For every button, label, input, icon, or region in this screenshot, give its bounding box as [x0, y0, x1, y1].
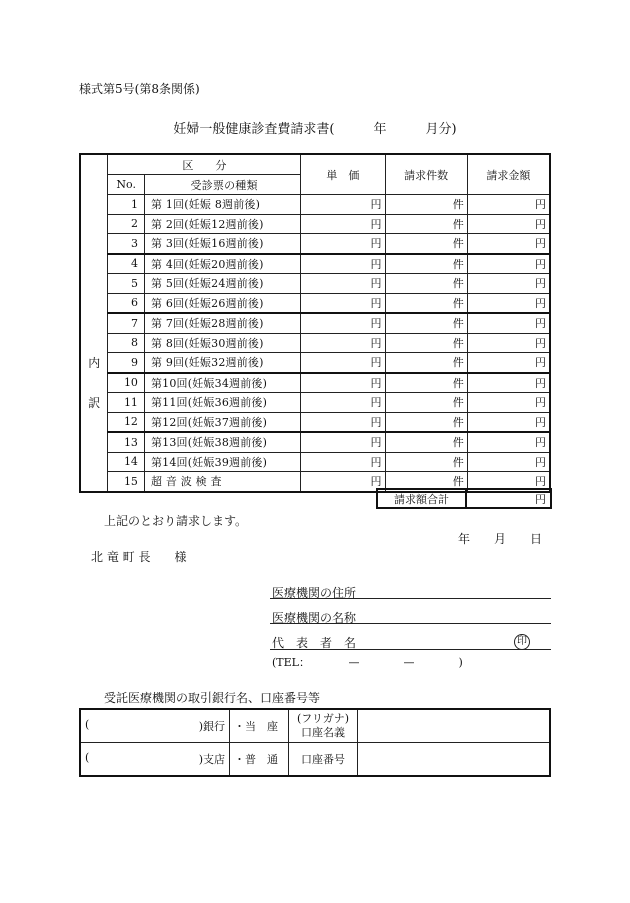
- claim-row: [80, 214, 550, 234]
- claim-row: [80, 274, 550, 294]
- row-amount: 円: [467, 274, 550, 294]
- row-type: 第 6回(妊娠26週前後): [144, 293, 300, 313]
- row-type: 超 音 波 検 査: [144, 472, 300, 492]
- row-price: 円: [301, 353, 385, 373]
- bank-table: [79, 708, 551, 777]
- row-price: 円: [301, 452, 385, 472]
- document-title: 妊婦一般健康診査費請求書( 年 月分): [173, 122, 457, 137]
- header-no: No.: [108, 175, 145, 195]
- row-amount: 円: [467, 412, 550, 432]
- row-count: 件: [385, 333, 467, 353]
- row-type: 第 9回(妊娠32週前後): [144, 353, 300, 373]
- row-count: 件: [385, 452, 467, 472]
- row-price: 円: [301, 195, 385, 215]
- row-count: 件: [385, 393, 467, 413]
- row-amount: 円: [467, 393, 550, 413]
- row-amount: 円: [467, 353, 550, 373]
- row-amount: 円: [467, 333, 550, 353]
- row-count: 件: [385, 472, 467, 492]
- row-no: 15: [108, 472, 145, 492]
- category-label: 内 訳: [80, 154, 108, 492]
- row-amount: 円: [467, 293, 550, 313]
- row-price: 円: [301, 313, 385, 333]
- claim-row: [80, 393, 550, 413]
- header-count: 請求件数: [385, 154, 467, 195]
- row-amount: 円: [467, 472, 550, 492]
- institution-address-label: 医療機関の住所: [272, 586, 357, 600]
- representative-label: 代 表 者 名: [272, 636, 357, 650]
- row-type: 第 1回(妊娠 8週前後): [144, 195, 300, 215]
- claim-row: [80, 432, 550, 452]
- row-count: 件: [385, 274, 467, 294]
- total-box: [376, 488, 552, 509]
- claim-table: [79, 153, 551, 493]
- institution-name-label: 医療機関の名称: [272, 611, 357, 625]
- row-type: 第13回(妊娠38週前後): [144, 432, 300, 452]
- row-no: 11: [108, 393, 145, 413]
- row-price: 円: [301, 393, 385, 413]
- row-amount: 円: [467, 214, 550, 234]
- row-price: 円: [301, 472, 385, 492]
- claim-row: [80, 452, 550, 472]
- account-name-label: (フリガナ) 口座名義: [289, 709, 358, 743]
- row-amount: 円: [467, 373, 550, 393]
- row-count: 件: [385, 293, 467, 313]
- request-statement: 上記のとおり請求します。: [104, 514, 248, 528]
- total-label: 請求額合計: [377, 489, 466, 508]
- row-type: 第14回(妊娠39週前後): [144, 452, 300, 472]
- row-count: 件: [385, 432, 467, 452]
- addressee: 北 竜 町 長 様: [91, 550, 187, 564]
- row-no: 9: [108, 353, 145, 373]
- row-no: 13: [108, 432, 145, 452]
- type-current: ・当 座: [230, 709, 289, 743]
- row-type: 第 4回(妊娠20週前後): [144, 254, 300, 274]
- row-type: 第 8回(妊娠30週前後): [144, 333, 300, 353]
- row-no: 10: [108, 373, 145, 393]
- row-amount: 円: [467, 234, 550, 254]
- row-amount: 円: [467, 432, 550, 452]
- row-price: 円: [301, 333, 385, 353]
- row-type: 第 5回(妊娠24週前後): [144, 274, 300, 294]
- claim-row: [80, 254, 550, 274]
- claim-row: [80, 195, 550, 215]
- row-no: 2: [108, 214, 145, 234]
- row-type: 第10回(妊娠34週前後): [144, 373, 300, 393]
- row-amount: 円: [467, 313, 550, 333]
- row-count: 件: [385, 313, 467, 333]
- row-type: 第12回(妊娠37週前後): [144, 412, 300, 432]
- type-ordinary: ・普 通: [230, 743, 289, 777]
- date-line: 年 月 日: [458, 532, 543, 546]
- row-type: 第 3回(妊娠16週前後): [144, 234, 300, 254]
- row-no: 5: [108, 274, 145, 294]
- row-no: 6: [108, 293, 145, 313]
- row-count: 件: [385, 254, 467, 274]
- name-underline: [270, 623, 551, 624]
- seal-mark: 印: [514, 634, 530, 650]
- row-count: 件: [385, 373, 467, 393]
- row-amount: 円: [467, 254, 550, 274]
- bank-section-title: 受託医療機関の取引銀行名、口座番号等: [104, 691, 321, 705]
- account-name-value: [358, 709, 551, 743]
- claim-row: [80, 234, 550, 254]
- row-no: 3: [108, 234, 145, 254]
- claim-row: [80, 333, 550, 353]
- claim-row: [80, 313, 550, 333]
- bank-name-cell: ( )銀行: [80, 709, 230, 743]
- row-count: 件: [385, 214, 467, 234]
- row-count: 件: [385, 195, 467, 215]
- row-price: 円: [301, 274, 385, 294]
- row-amount: 円: [467, 452, 550, 472]
- row-price: 円: [301, 254, 385, 274]
- header-price: 単 価: [301, 154, 385, 195]
- claim-row: [80, 373, 550, 393]
- row-no: 4: [108, 254, 145, 274]
- row-no: 14: [108, 452, 145, 472]
- row-price: 円: [301, 373, 385, 393]
- total-amount: 円: [466, 489, 551, 508]
- row-count: 件: [385, 353, 467, 373]
- row-type: 第 7回(妊娠28週前後): [144, 313, 300, 333]
- row-type: 第 2回(妊娠12週前後): [144, 214, 300, 234]
- claim-row: [80, 293, 550, 313]
- row-no: 7: [108, 313, 145, 333]
- representative-underline: [270, 649, 551, 650]
- row-price: 円: [301, 234, 385, 254]
- row-price: 円: [301, 412, 385, 432]
- tel-line: (TEL： — — ): [272, 656, 463, 669]
- row-count: 件: [385, 412, 467, 432]
- account-number-value: [358, 743, 551, 777]
- row-price: 円: [301, 214, 385, 234]
- row-price: 円: [301, 432, 385, 452]
- claim-row: [80, 412, 550, 432]
- header-amount: 請求金額: [467, 154, 550, 195]
- claim-row: [80, 353, 550, 373]
- row-count: 件: [385, 234, 467, 254]
- row-amount: 円: [467, 195, 550, 215]
- header-type: 受診票の種類: [144, 175, 300, 195]
- form-number: 様式第5号(第8条関係): [79, 82, 200, 96]
- address-underline: [270, 598, 551, 599]
- row-type: 第11回(妊娠36週前後): [144, 393, 300, 413]
- row-no: 1: [108, 195, 145, 215]
- row-no: 8: [108, 333, 145, 353]
- account-number-label: 口座番号: [289, 743, 358, 777]
- row-price: 円: [301, 293, 385, 313]
- row-no: 12: [108, 412, 145, 432]
- branch-name-cell: ( )支店: [80, 743, 230, 777]
- header-kubun: 区 分: [108, 154, 301, 175]
